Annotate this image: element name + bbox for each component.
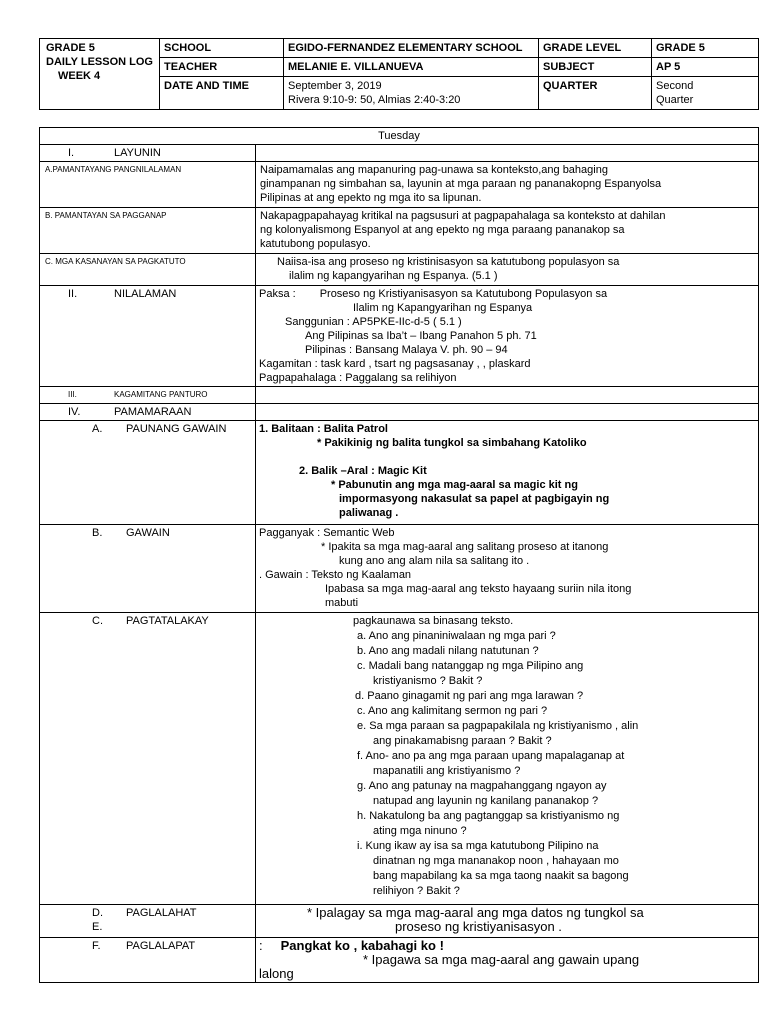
- pamantayan-sa-pagganap-content: [256, 208, 759, 254]
- quarter-value: [652, 77, 759, 110]
- log-identity-cell: [40, 39, 160, 110]
- kagamitan-line: Kagamitan : task kard , tsart ng pagsasanay , , plaskard: [259, 358, 531, 370]
- section-label: NILALAMAN: [114, 288, 177, 300]
- header-table: [39, 38, 759, 110]
- question-line: e. Sa mga paraan sa pagpapakilala ng kristiyanismo , alin: [357, 720, 639, 732]
- nilalaman-content: [256, 286, 759, 387]
- paksa-text: Proseso ng Kristiyanisasyon sa Katutubong Populasyon sa: [319, 288, 608, 300]
- text-line: 1. Balitaan : Balita Patrol: [259, 423, 388, 435]
- kagamitang-panturo-content: [256, 387, 759, 404]
- spacer: [259, 450, 755, 464]
- section-label: LAYUNIN: [114, 147, 161, 159]
- section-number: I.: [68, 147, 75, 159]
- section-number: III.: [68, 390, 77, 399]
- text-line: Ipabasa sa mga mag-aaral ang teksto hayaang suriin nila itong: [325, 583, 632, 595]
- kagamitang-panturo-label: [40, 387, 256, 404]
- week-text: WEEK 4: [58, 70, 101, 82]
- text-line: kung ano ang alam nila sa salitang ito .: [339, 555, 530, 567]
- text-line: 2. Balik –Aral : Magic Kit: [299, 465, 427, 477]
- question-line: natupad ang layunin ng kanilang pananakop ?: [373, 795, 599, 807]
- grade-text: GRADE 5: [46, 42, 95, 54]
- item-letter: E.: [92, 921, 103, 933]
- pamamaraan-label: [40, 404, 256, 421]
- text-line: * Pakikinig ng balita tungkol sa simbahang Katoliko: [317, 437, 587, 449]
- item-letter: D.: [92, 907, 103, 919]
- question-line: ating mga ninuno ?: [373, 825, 467, 837]
- gawain-content: [256, 525, 759, 613]
- question-line: f. Ano- ano pa ang mga paraan upang mapalaganap at: [357, 750, 625, 762]
- item-label: PAGTATALAKAY: [126, 615, 209, 627]
- question-line: c. Ano ang kalimitang sermon ng pari ?: [357, 705, 548, 717]
- text-line: proseso ng kristiyanisasyon .: [395, 919, 562, 934]
- nilalaman-label: [40, 286, 256, 387]
- pamantayang-pangnilalaman-label: A.PAMANTAYANG PANGNILALAMAN: [40, 162, 256, 208]
- grade-level-value: GRADE 5: [652, 39, 759, 58]
- paglalahat-content: [256, 905, 759, 938]
- text-line: * Ipalagay sa mga mag-aaral ang mga datos ng tungkol sa: [307, 905, 644, 920]
- paksa-line: [259, 287, 755, 301]
- time-line: Rivera 9:10-9: 50, Almias 2:40-3:20: [288, 94, 461, 106]
- reference-line: Pilipinas : Bansang Malaya V. ph. 90 – 94: [305, 344, 508, 356]
- text-line: mabuti: [325, 597, 359, 609]
- item-letter: B.: [92, 527, 103, 539]
- question-line: c. Madali bang natanggap ng mga Pilipino ang: [357, 660, 584, 672]
- paunang-gawain-label: [40, 421, 256, 525]
- question-line: kristiyanismo ? Bakit ?: [373, 675, 483, 687]
- lesson-table: [39, 127, 759, 983]
- text-line: Pagganyak : Semantic Web: [259, 527, 395, 539]
- grade-level-label: GRADE LEVEL: [539, 39, 652, 58]
- question-line: bang mapabilang ka sa mga taong naakit sa bagong: [373, 870, 629, 882]
- paglalahat-label: [40, 905, 256, 938]
- pagpapahalaga-line: Pagpapahalaga : Paggalang sa relihiyon: [259, 372, 457, 384]
- date-label: DATE AND TIME: [160, 77, 284, 110]
- text-line: Naiisa-isa ang proseso ng kristinisasyon sa katutubong populasyon sa: [277, 256, 620, 268]
- school-value: EGIDO-FERNANDEZ ELEMENTARY SCHOOL: [284, 39, 539, 58]
- kasanayan-label: C. MGA KASANAYAN SA PAGKATUTO: [40, 254, 256, 286]
- question-line: a. Ano ang pinaniniwalaan ng mga pari ?: [357, 630, 556, 642]
- date-value: [284, 77, 539, 110]
- question-line: mapanatili ang kristiyanismo ?: [373, 765, 521, 777]
- question-line: g. Ano ang patunay na magpahanggang ngayon ay: [357, 780, 607, 792]
- text-line: Pilipinas at ang epekto ng mga ito sa lipunan.: [260, 192, 482, 204]
- text-line: pagkaunawa sa binasang teksto.: [353, 615, 514, 627]
- section-number: II.: [68, 288, 78, 300]
- section-layunin-content: [256, 145, 759, 162]
- quarter-line-2: Quarter: [656, 94, 694, 106]
- teacher-label: TEACHER: [160, 58, 284, 77]
- section-label: PAMAMARAAN: [114, 406, 192, 418]
- question-line: dinatnan ng mga mananakop noon , hahayaan mo: [373, 855, 619, 867]
- kasanayan-content: [256, 254, 759, 286]
- pamantayang-pangnilalaman-content: [256, 162, 759, 208]
- question-line: relihiyon ? Bakit ?: [373, 885, 460, 897]
- item-letter: A.: [92, 423, 103, 435]
- subject-value: AP 5: [652, 58, 759, 77]
- question-line: d. Paano ginagamit ng pari ang mga larawan ?: [355, 690, 584, 702]
- item-letter: C.: [92, 615, 103, 627]
- pamantayan-sa-pagganap-label: B. PAMANTAYAN SA PAGGANAP: [40, 208, 256, 254]
- item-letter: F.: [92, 940, 101, 952]
- paksa-line-2: Ilalim ng Kapangyarihan ng Espanya: [353, 302, 533, 314]
- text-line: ginampanan ng simbahan sa, layunin at mga paraan ng pananakopng Espanyolsa: [260, 178, 662, 190]
- date-line: September 3, 2019: [288, 80, 382, 92]
- question-line: b. Ano ang madali nilang natutunan ?: [357, 645, 539, 657]
- question-line: i. Kung ikaw ay isa sa mga katutubong Pilipino na: [357, 840, 599, 852]
- question-line: ang pinakamabisng paraan ? Bakit ?: [373, 735, 552, 747]
- text-line: lalong: [259, 966, 294, 981]
- colon-mark: :: [259, 938, 263, 953]
- text-line: * Ipagawa sa mga mag-aaral ang gawain upang: [363, 952, 640, 967]
- text-line: * Pabunutin ang mga mag-aaral sa magic kit ng: [331, 479, 578, 491]
- item-label: PAUNANG GAWAIN: [126, 423, 227, 435]
- text-line: Naipamamalas ang mapanuring pag-unawa sa konteksto,ang bahaging: [260, 164, 608, 176]
- paglalapat-content: [256, 938, 759, 983]
- section-label: KAGAMITANG PANTURO: [114, 390, 208, 399]
- section-number: IV.: [68, 406, 81, 418]
- item-label: PAGLALAHAT: [126, 907, 197, 919]
- text-line: katutubong populasyo.: [260, 238, 371, 250]
- quarter-line-1: Second: [656, 80, 694, 92]
- reference-line: Ang Pilipinas sa Iba’t – Ibang Panahon 5 ph. 71: [305, 330, 537, 342]
- item-label: PAGLALAPAT: [126, 940, 196, 952]
- paglalapat-label: [40, 938, 256, 983]
- text-line: ilalim ng kapangyarihan ng Espanya. (5.1 ): [289, 270, 498, 282]
- subject-label: SUBJECT: [539, 58, 652, 77]
- quarter-label: QUARTER: [539, 77, 652, 110]
- item-label: GAWAIN: [126, 527, 170, 539]
- question-line: h. Nakatulong ba ang pagtanggap sa kristiyanismo ng: [357, 810, 620, 822]
- paksa-label: Paksa :: [259, 288, 296, 300]
- text-line: ng kolonyalismong Espanyol at ang epekto ng mga paraang pananakop sa: [260, 224, 625, 236]
- section-layunin-label: [40, 145, 256, 162]
- paunang-gawain-content: [256, 421, 759, 525]
- daily-lesson-log-text: DAILY LESSON LOG: [46, 56, 153, 68]
- day-heading: Tuesday: [40, 128, 759, 145]
- paglalapat-title: Pangkat ko , kabahagi ko !: [280, 938, 444, 953]
- pagtatalakay-label: [40, 613, 256, 905]
- sanggunian-line: Sanggunian : AP5PKE-IIc-d-5 ( 5.1 ): [285, 316, 462, 328]
- gawain-label: [40, 525, 256, 613]
- pamamaraan-content: [256, 404, 759, 421]
- text-line: . Gawain : Teksto ng Kaalaman: [259, 569, 412, 581]
- text-line: * Ipakita sa mga mag-aaral ang salitang proseso at itanong: [321, 541, 609, 553]
- text-line: impormasyong nakasulat sa papel at pagbigayin ng: [339, 493, 610, 505]
- text-line: Nakapagpapahayag kritikal na pagsusuri at pagpapahalaga sa konteksto at dahilan: [260, 210, 666, 222]
- text-line: paliwanag .: [339, 507, 399, 519]
- teacher-value: MELANIE E. VILLANUEVA: [284, 58, 539, 77]
- text-line: [259, 939, 755, 953]
- pagtatalakay-content: [256, 613, 759, 905]
- school-label: SCHOOL: [160, 39, 284, 58]
